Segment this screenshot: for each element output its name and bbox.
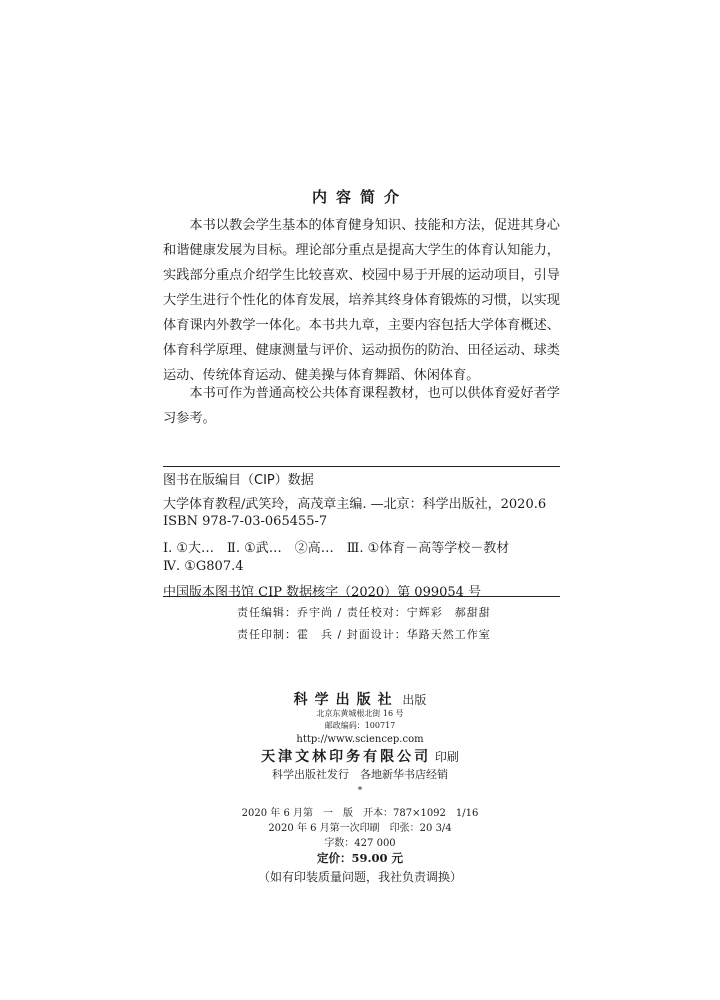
printer-suffix: 印刷 <box>434 750 459 764</box>
cip-line-isbn: ISBN 978-7-03-065455-7 <box>163 514 328 529</box>
price: 定价：59.00 元 <box>316 851 403 865</box>
separator-star: * <box>357 786 363 796</box>
publisher-address: 北京东黄城根北街 16 号 <box>316 709 404 718</box>
edition-line: 2020 年 6 月第 一 版 开本：787×1092 1/16 <box>241 808 479 819</box>
quality-note: （如有印装质量问题，我社负责调换） <box>257 870 462 884</box>
cip-line-record-number: 中国版本图书馆 CIP 数据核字（2020）第 099054 号 <box>163 585 482 600</box>
editor-credits-line-2: 责任印制：霍 兵 / 封面设计：华路天然工作室 <box>237 628 491 641</box>
word-count: 字数：427 000 <box>324 838 396 849</box>
editor-credits-line-1: 责任编辑：乔宇尚 / 责任校对：宁辉彩 郝甜甜 <box>237 606 491 619</box>
cip-line-subjects: Ⅰ. ①大… Ⅱ. ①武… ②高… Ⅲ. ①体育－高等学校－教材 <box>163 541 510 556</box>
printing-line: 2020 年 6 月第一次印刷 印张：20 3/4 <box>268 823 452 834</box>
publisher-postcode: 邮政编码：100717 <box>324 721 396 730</box>
publisher-suffix: 出版 <box>402 693 427 707</box>
printer-line <box>0 746 720 766</box>
cip-bottom-rule <box>163 596 560 597</box>
publisher-line <box>0 689 720 709</box>
cip-line-classification: Ⅳ. ①G807.4 <box>163 559 244 574</box>
summary-title: 内容简介 <box>311 188 408 206</box>
distribution-line: 科学出版社发行 各地新华书店经销 <box>272 768 448 781</box>
cip-line-title: 大学体育教程/武笑玲，高茂章主编. —北京：科学出版社，2020.6 <box>163 497 547 512</box>
printer-name: 天津文林印务有限公司 <box>261 749 432 765</box>
publisher-name: 科学出版社 <box>293 692 399 708</box>
cip-heading: 图书在版编目（CIP）数据 <box>163 473 314 488</box>
publisher-website: http://www.sciencep.com <box>296 734 424 745</box>
summary-paragraph-2: 本书可作为普通高校公共体育课程教材，也可以供体育爱好者学习参考。 <box>163 386 560 426</box>
summary-paragraph-1: 本书以教会学生基本的体育健身知识、技能和方法，促进其身心和谐健康发展为目标。理论部分重点是提高大学生的体育认知能力，实践部分重点介绍学生比较喜欢、校园中易于开展的运动项目，引导大学生进行个性化的体育发展，培养其终身体育锻炼的习惯，以实现体育课内外教学一体化。本书共九章，主要内容包括大学体育概述、体育科学原理、健康测量与评价、运动损伤的防治、田径运动、球类运动、传统体育运动、健美操与体育舞蹈、休闲体育。 <box>163 218 560 383</box>
cip-top-rule <box>163 466 560 467</box>
